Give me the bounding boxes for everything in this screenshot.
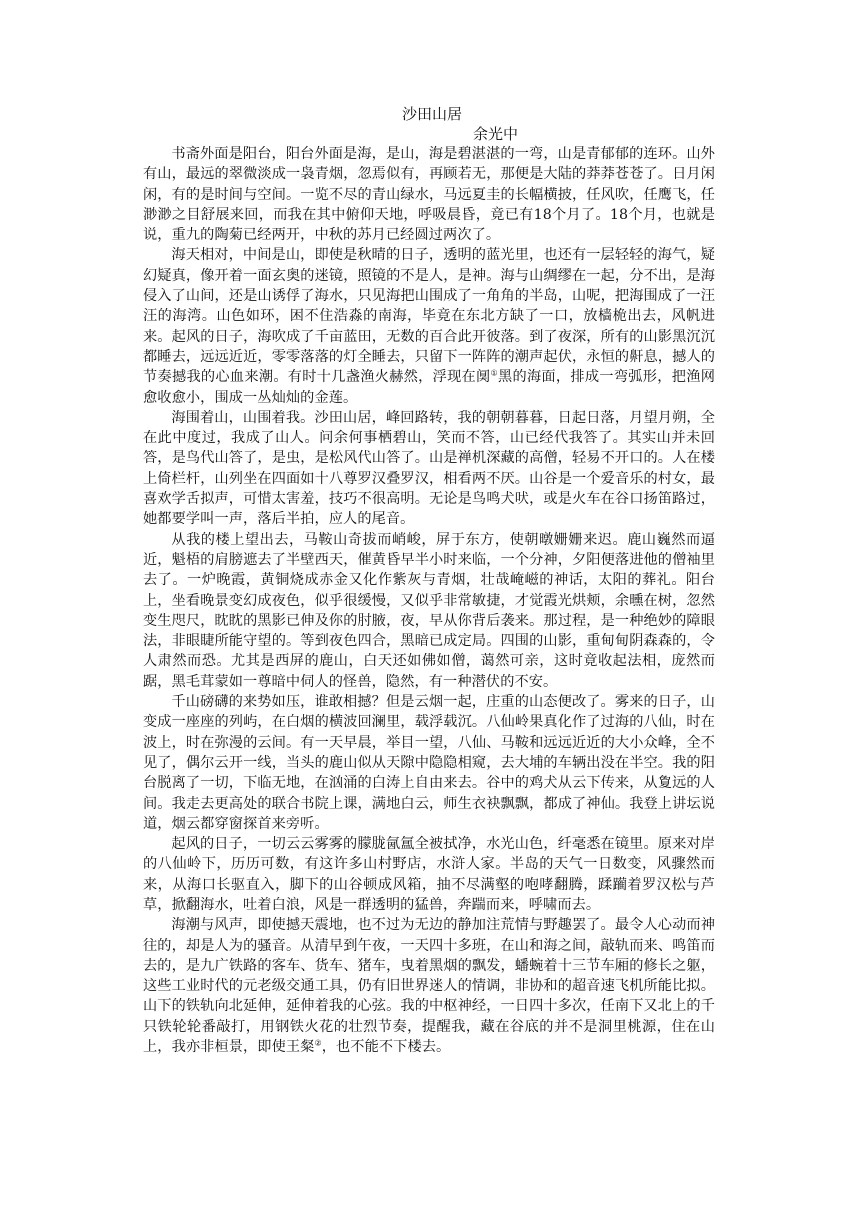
- paragraph-4: 从我的楼上望出去，马鞍山奇拔而峭峻，屏于东方，使朝暾姗姗来迟。鹿山巍然而逼近，魁梧的肩膀遮去了半壁西天，催黄昏早半小时来临，一个分神，夕阳便落进他的僧袖里去了。一炉晚霞，黄铜烧成赤金又化作紫灰与青烟，壮哉崦嵫的神话，太阳的葬礼。阳台上，坐看晚景变幻成夜色，似乎很缓慢，又似乎非常敏捷，才觉霞光烘颊，余曛在树，忽然变生咫尺，眈眈的黑影已伸及你的肘腋，夜，早从你背后袭来。那过程，是一种绝妙的障眼法，非眼睫所能守望的。等到夜色四合，黑暗已成定局。四围的山影，重甸甸阴森森的，令人肃然而恐。尤其是西屏的鹿山，白天还如佛如僧，蔼然可亲，这时竟收起法相，庞然而踞，黑毛茸蒙如一尊暗中伺人的怪兽，隐然，有一种潜伏的不安。: [143, 531, 715, 690]
- paragraph-2-text-a: 海天相对，中间是山，即使是秋晴的日子，透明的蓝光里，也还有一层轻轻的海气，疑幻疑真，像开着一面玄奥的迷镜，照镜的不是人，是神。海与山绸缪在一起，分不出，是海侵入了山间，还是山诱俘了海水，只见海把山围成了一角角的半岛，山呢，把海围成了一汪汪的海湾。山色如环，困不住浩淼的南海，毕竟在东北方缺了一口，放樯桅出去，风帆进来。起风的日子，海吹成了千亩蓝田，无数的百合此开彼落。到了夜深，所有的山影黑沉沉都睡去，远远近近，零零落落的灯全睡去，只留下一阵阵的潮声起伏，永恒的鼾息，撼人的节奏撼我的心血来潮。有时十几盏渔火赫然，浮现在阒: [143, 247, 715, 386]
- paragraph-2-text-b: 黑的海面，排成一弯弧形，把渔网愈收愈小，围成一丛灿灿的金莲。: [143, 369, 715, 406]
- paragraph-5: 千山磅礴的来势如压，谁敢相撼？但是云烟一起，庄重的山态便改了。雾来的日子，山变成一座座的列屿，在白烟的横波回澜里，载浮载沉。八仙岭果真化作了过海的八仙，时在波上，时在弥漫的云间。有一天早晨，举目一望，八仙、马鞍和远远近近的大小众峰，全不见了，偶尔云开一线，当头的鹿山似从天隙中隐隐相窥，去大埔的车辆出没在半空。我的阳台脱离了一切，下临无地，在汹涌的白涛上自由来去。谷中的鸡犬从云下传来，从夐远的人间。我走去更高处的联合书院上课，满地白云，师生衣袂飘飘，都成了神仙。我登上讲坛说道，烟云都穿窗探首来旁听。: [143, 694, 715, 832]
- essay-author: 余光中: [473, 125, 519, 143]
- paragraph-6: 起风的日子，一切云云雾雾的朦胧氤氲全被拭净，水光山色，纤毫悉在镜里。原来对岸的八仙岭下，历历可数，有这许多山村野店，水浒人家。半岛的天气一日数变，风骤然而来，从海口长驱直入，脚下的山谷顿成风箱，抽不尽满壑的咆哮翻腾，蹂躏着罗汉松与芦草，掀翻海水，吐着白浪，风是一群透明的猛兽，奔踹而来，呼啸而去。: [143, 836, 715, 913]
- paragraph-7-text-b: ，也不能不下楼去。: [321, 1039, 451, 1056]
- paragraph-7-text-a: 海潮与风声，即使撼天震地，也不过为无边的静加注荒情与野趣罢了。最令人心动而神往的，却是人为的骚音。从清早到午夜，一天四十多班，在山和海之间，敲轨而来、鸣笛而去的，是九广铁路的客车、货车、猪车，曳着黑烟的飘发，蟠蜿着十三节车厢的修长之躯，这些工业时代的元老级交通工具，仍有旧世界迷人的情调，非协和的超音速飞机所能比拟。山下的铁轨向北延伸，延伸着我的心弦。我的中枢神经，一日四十多次，任南下又北上的千只铁轮轮番敲打，用钢铁火花的壮烈节奏，提醒我，藏在谷底的并不是洞里桃源，住在山上，我亦非桓景，即使王粲: [143, 917, 715, 1056]
- footnote-marker-1: ①: [490, 368, 498, 378]
- document-page: [143, 104, 715, 1057]
- paragraph-2: [143, 245, 715, 407]
- paragraph-1: 书斋外面是阳台，阳台外面是海，是山，海是碧湛湛的一弯，山是青郁郁的连环。山外有山，最远的翠微淡成一袅青烟，忽焉似有，再顾若无，那便是大陆的莽莽苍苍了。日月闲闲，有的是时间与空间。一览不尽的青山绿水，马远夏圭的长幅横披，任风吹，任鹰飞，任渺渺之目舒展来回，而我在其中俯仰天地，呼吸晨昏，竟已有18个月了。18个月，也就是说，重九的陶菊已经两开，中秋的苏月已经圆过两次了。: [143, 146, 715, 244]
- essay-title: 沙田山居: [401, 105, 462, 123]
- footnote-marker-2: ②: [314, 1038, 322, 1048]
- paragraph-3: 海围着山，山围着我。沙田山居，峰回路转，我的朝朝暮暮，日起日落，月望月朔，全在此中度过，我成了山人。问余何事栖碧山，笑而不答，山已经代我答了。其实山并未回答，是鸟代山答了，是虫，是松风代山答了。山是禅机深藏的高僧，轻易不开口的。人在楼上倚栏杆，山列坐在四面如十八尊罗汉叠罗汉，相看两不厌。山谷是一个爱音乐的村女，最喜欢学舌拟声，可惜太害羞，技巧不很高明。无论是鸟鸣犬吠，或是火车在谷口扬笛路过，她都要学叫一声，落后半拍，应人的尾音。: [143, 409, 715, 528]
- paragraph-7: [143, 915, 715, 1057]
